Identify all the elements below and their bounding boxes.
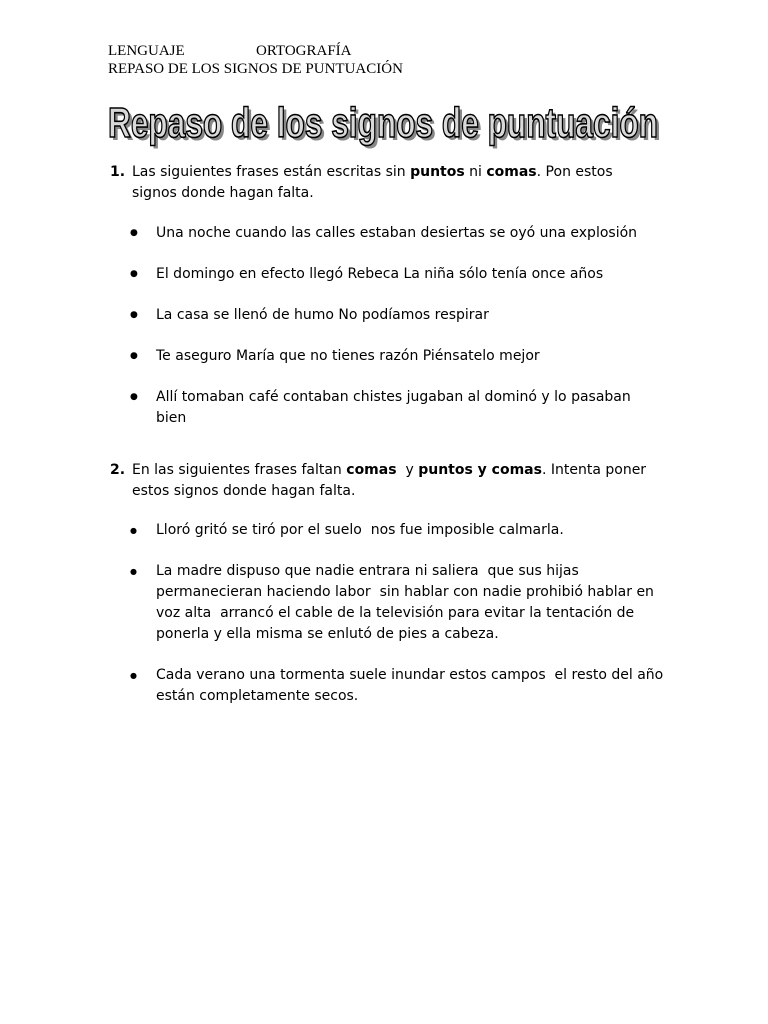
question-1-bold-b: comas xyxy=(486,164,537,180)
header-subject: LENGUAJE xyxy=(108,43,185,59)
list-item: ● El domingo en efecto llegó Rebeca La niña sólo tenía once años xyxy=(130,264,665,285)
list-item: ● Lloró gritó se tiró por el suelo nos fue imposible calmarla. xyxy=(130,520,665,541)
list-item: ● La madre dispuso que nadie entrara ni saliera que sus hijas permanecieran haciendo labor sin hablar con nadie prohibió hablar en voz alta arrancó el cable de la televisión para evitar la tentación de ponerla y ella misma se enlutó de pies a cabeza. xyxy=(130,561,665,645)
question-1-list xyxy=(130,223,665,429)
question-1-bold-a: puntos xyxy=(410,164,465,180)
question-2-text-b: y xyxy=(396,462,419,478)
question-1-text-c: . Pon estos xyxy=(536,164,613,180)
question-1-text-b: ni xyxy=(464,164,487,180)
question-2-line-2: estos signos donde hagan falta. xyxy=(132,483,356,499)
list-item: ● Allí tomaban café contaban chistes jugaban al dominó y lo pasaban bien xyxy=(130,387,665,429)
header-topic: ORTOGRAFÍA xyxy=(256,43,352,59)
title-text: Repaso de los signos de puntuación xyxy=(108,99,658,146)
question-1 xyxy=(110,162,650,204)
question-2-bold-a: comas xyxy=(346,462,397,478)
header-line-2: REPASO DE LOS SIGNOS DE PUNTUACIÓN xyxy=(108,61,403,77)
question-2-line-1 xyxy=(110,460,650,481)
title-shadow: Repaso de los signos de puntuación xyxy=(111,102,661,149)
question-1-line-1 xyxy=(110,162,650,183)
question-2-bold-b: puntos y comas xyxy=(418,462,542,478)
list-item: ● La casa se llenó de humo No podíamos respirar xyxy=(130,305,665,326)
header-line-1 xyxy=(108,42,403,60)
title-wordart xyxy=(108,96,668,148)
question-2-text-c: . Intenta poner xyxy=(541,462,647,478)
question-2-text-a: En las siguientes frases faltan xyxy=(132,462,347,478)
question-1-line-2: signos donde hagan falta. xyxy=(132,185,314,201)
question-2-list xyxy=(130,520,673,707)
question-2 xyxy=(110,460,650,502)
list-item: ● Una noche cuando las calles estaban desiertas se oyó una explosión xyxy=(130,223,665,244)
question-2-number: 2. xyxy=(110,462,126,478)
document-header xyxy=(108,42,403,78)
question-1-number: 1. xyxy=(110,164,126,180)
question-1-text-a: Las siguientes frases están escritas sin xyxy=(132,164,411,180)
list-item: ● Cada verano una tormenta suele inundar estos campos el resto del año están completamente secos. xyxy=(130,665,665,707)
list-item: ● Te aseguro María que no tienes razón Piénsatelo mejor xyxy=(130,346,665,367)
page-title xyxy=(108,96,668,148)
